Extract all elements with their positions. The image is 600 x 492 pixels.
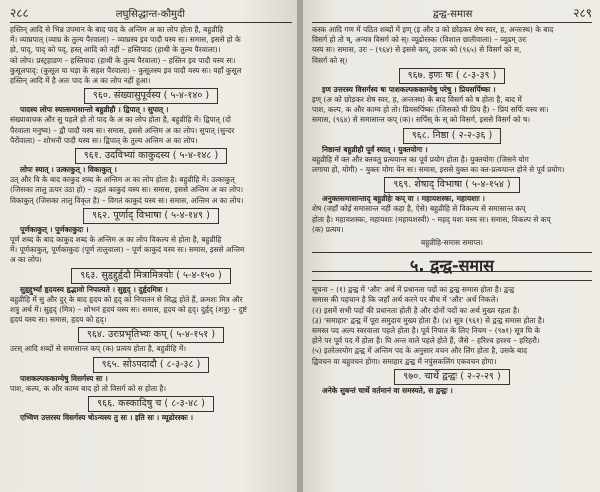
sutra-heading — [312, 369, 592, 385]
sutra-heading — [10, 268, 292, 284]
book-gutter — [297, 0, 303, 492]
sutra-heading-text: ९६२. पूर्णाद् विभाषा ( ५-४-१४९ ) — [83, 208, 219, 224]
sutra-gloss: इण उत्तरस्य विसर्गस्य षः पाशकल्पककाम्येषु परेषु । प्रियसर्पिष्कः । — [322, 84, 496, 94]
left-page-number: २८८ — [10, 6, 29, 20]
text-line: को लोप। प्रस्ट्रहाडण – हस्तिपादः (हाथी के तुल्य पैरवाला) – हस्तिन इव पादौ यस्य सः। — [10, 55, 236, 65]
sutra-gloss: अनेके सुबन्तं चार्थे वर्तमानं वा समस्यते, स द्वन्द्वः । — [322, 385, 453, 395]
text-line: पैरोंवाला) – शोभनौ पादौ यस्य सः। द्विपात् के तुल्य अन्तिम अ का लोप। — [10, 135, 198, 145]
chapter-title-rule-bottom — [312, 280, 592, 281]
text-line: (जिसका तालु ऊपर उठा हो) – उद्गतं काकुदं यस्य सः। समास, इससे अन्तिम अ का लोप। — [10, 185, 244, 195]
sutra-heading-text: ९६४. उरःप्रभृतिभ्यः कप् ( ५-४-१५१ ) — [78, 327, 224, 343]
text-line: लगाया हो, योगी) – युक्तः योगः येन सः। समास, इससे युक्त का क्त-प्रत्ययान्त होने से पूर्व प्रयोग। — [312, 165, 565, 175]
text-line: विसर्ग को स्। — [312, 55, 348, 65]
text-line: समास की पहचान है कि जहाँ अर्थ करने पर बीच में 'और' अर्थ निकले। — [312, 295, 499, 305]
sutra-heading-text: ९७०. चार्थे द्वन्द्वः ( २-२-२९ ) — [394, 369, 509, 385]
text-line: विकाकुत् (जिसका तालु विकृत है) – विगतं काकुदं यस्य सः। समास, अन्तिम अ का लोप। — [10, 195, 244, 205]
sutra-heading — [312, 68, 592, 84]
text-line: समास, (९६४) से समासान्त कप् (क)। सर्पिस् के स् को विसर्ग, इससे विसर्ग को ष। — [312, 115, 531, 125]
text-line: होता है। महायशस्कः, महायशाः (महायशस्वी) – महद् यशः यस्य सः। समास, विकल्प से कप् — [312, 214, 551, 224]
text-line: पूर्ण शब्द के बाद काकुद शब्द के अन्तिम अ का लोप विकल्प से होता है, बहुव्रीहि — [10, 235, 222, 245]
text-line: (५) इतरेतरयोग द्वन्द्व में अन्तिम पद के अनुसार वचन और लिंग होता है, उसके बाद — [312, 346, 528, 356]
text-line: हृदयं यस्य सः। समास, हृदय को हृद्। — [10, 315, 107, 325]
text-line: कस्क आदि गण में पठित शब्दों में इण् (इ और उ को छोड़कर शेष स्वर, ह, अन्तःस्थ) के बाद — [312, 25, 554, 34]
text-line: हस्तिन् आदि से भिन्न उपमान के बाद पाद के अन्तिम अ का लोप होता है, बहुव्रीहि — [10, 25, 224, 34]
text-line: द्विवचन या बहुवचन होगा। समाहार द्वन्द्व में नपुंसकलिंग एकवचन होगा। — [312, 356, 497, 366]
text-line: में। व्याघ्रपात् (व्याघ्र के तुल्य पैरवाला) – व्याघ्रस्य इव पादौ यस्य सः। समास, इससे हो के — [10, 35, 241, 45]
sutra-heading-text: ९६३. सुहृद्दुर्हृदौ मित्रामित्रयोः ( ५-४-१५० ) — [71, 268, 230, 284]
right-page-number: २८९ — [573, 6, 592, 20]
text-line: उत् और वि के बाद काकुद शब्द के अन्तिम अ का लोप होता है। बहुव्रीहि में। उत्काकुत् — [10, 175, 235, 185]
text-line: शेष (जहाँ कोई समासान्त नहीं कहा है, ऐसे) बहुव्रीहि से विकल्प से समासान्त कप् — [312, 204, 526, 214]
text-line: संख्यावाचक और सु पहले हो तो पाद के अ का लोप होता है, बहुव्रीहि में। द्विपात् (दो — [10, 115, 231, 125]
sutra-heading — [10, 148, 292, 164]
sutra-gloss: निष्ठान्तं बहुव्रीहौ पूर्वं स्यात् । युक्तयोगः । — [322, 144, 428, 154]
sutra-heading — [312, 177, 592, 193]
sutra-gloss: लोपः स्यात् । उत्काकुत् । विकाकुत् । — [20, 165, 117, 175]
text-line: पाश, कल्प, क और काम्य बाद हो तो विसर्ग को स होता है। — [10, 383, 167, 393]
section-end-note: बहुव्रीहि-समास समाप्त। — [421, 238, 483, 248]
left-running-header — [10, 4, 292, 23]
text-line: पैरवाला मनुष्य) – द्वौ पादौ यस्य सः। समास, इससे अन्तिम अ का लोप। सुपात् (सुन्दर — [10, 125, 235, 135]
sutra-gloss: एभ्विण उत्तरस्य विसर्गस्य षोऽन्यस्य तु सः । इति सः । व्यूढोरस्कः । — [20, 413, 194, 423]
text-line: पाश, कल्प, क और काम्य हो तो। प्रियसर्पिष्कः (जिसको घी प्रिय है) – प्रियं सर्पिः यस्य सः। — [312, 105, 549, 115]
right-running-title: द्वन्द्व-समास — [432, 9, 473, 20]
sutra-heading — [10, 208, 292, 224]
text-line: समस्त पद अल्प स्वरवाला पहले होता है। पूर्व निपात के लिए नियम – (९७१) सूत्र घि के — [312, 326, 541, 336]
sutra-heading-text: ९६०. संख्यासुपूर्वस्य ( ५-४-१४० ) — [84, 88, 218, 104]
text-line: (२) इसमें सभी पदों की प्रधानता होती है और दोनों पदों का अर्थ मुख्य रहता है। — [312, 305, 520, 315]
text-line: बहुव्रीहि में क्त और क्तवतु प्रत्ययान्त का पूर्व प्रयोग होता है। युक्तयोगः (जिसने योग — [312, 154, 529, 164]
sutra-gloss: पूर्णकाकुत् । पूर्णकाकुदः । — [20, 224, 89, 234]
text-line: उरस् आदि शब्दों से समासान्त कप् (क) प्रत्यय होता है, बहुव्रीहि में। — [10, 344, 187, 354]
chapter-title: ५. द्वन्द्व-समास — [410, 256, 494, 276]
text-line: कुसूलपाद्: (कुसूल या घड़ा के सहश पैरवाला) – कुसूलस्य इव पादौ यस्य सः। यहाँ कुसूल — [10, 65, 242, 75]
sutra-heading-text: ९६७. इणः षः ( ८-३-३९ ) — [399, 68, 506, 84]
sutra-heading-text: ९६६. कस्कादिषु च ( ८-३-४८ ) — [88, 396, 214, 412]
text-line: (३) 'समाहार' द्वन्द्व में पूरा समुदाय मुख्य होता है। (४) सूत्र (९६१) से द्वन्द्व समास होता है। — [312, 315, 545, 325]
text-line: में। पूर्णकाकुत्, पूर्णकाकुदः (पूर्ण तालुवाला) – पूर्ण काकुदं यस्य सः। समास, इससे अन्तिम — [10, 245, 245, 255]
sutra-heading-text: ९६९. शेषाद् विभाषा ( ५-४-१५४ ) — [384, 177, 519, 193]
text-line: (क) प्रत्यय। — [312, 224, 344, 234]
text-line: इण् (अ को छोड़कर शेष स्वर, ह, अन्तःस्थ) के बाद विसर्ग को ष होता है, बाद में — [312, 95, 522, 105]
sutra-gloss: सुहृद्दुर्भ्यां हृदयस्य हृद्भावो निपात्यते । सुहृद् । दुर्हृदमित्रः । — [20, 284, 168, 294]
text-line: शत्रु अर्थ में। सुहृद् (मित्र) – शोभनं हृदयं यस्य सः। समास, हृदय को हृद्। दुर्हृद् (शत्रु) – दुष्टं — [10, 305, 247, 315]
text-line: अ का लोप। — [10, 255, 42, 265]
text-line: होने पर पूर्व पद में होता है। घि अन्त वाले पहले होते हैं, जैसे – हरिश्च हरश्च – हरिहरौ। — [312, 336, 540, 346]
sutra-heading — [10, 396, 292, 412]
right-running-header — [312, 4, 592, 23]
text-line: बहुव्रीहि में सु और दुर् के बाद हृदय को हृद् को निपातन से सिद्ध होते हैं, क्रमशः मित्र और — [10, 294, 243, 304]
sutra-gloss: पाशकल्पककाम्येषु विसर्गस्य सः । — [20, 373, 108, 383]
left-running-title: लघुसिद्धान्त-कौमुदी — [115, 9, 185, 20]
text-line: सूचना – (१) द्वन्द्व में 'और' अर्थ में प्रधानता पदों का द्वन्द्व समास होता है। द्वन्द्व — [312, 285, 515, 295]
right-page — [300, 0, 600, 492]
sutra-heading-text: ९६८. निष्ठा ( २-२-३६ ) — [403, 128, 502, 144]
sutra-heading — [312, 128, 592, 144]
sutra-heading-text: ९६५. सोऽपदादौ ( ८-३-३८ ) — [93, 357, 210, 373]
sutra-heading — [10, 88, 292, 104]
sutra-heading — [10, 327, 292, 343]
sutra-heading-text: ९६१. उदविभ्यां काकुदस्य ( ५-४-१४८ ) — [75, 148, 227, 164]
text-line: हस्तिन् आदि में है अतः पाद के अ का लोप नहीं हुआ। — [10, 76, 151, 86]
text-line: विसर्ग हो तो ष्, अन्यत्र विसर्ग को स्। व्यूढोरस्कः (विशाल छातीवाला) – व्यूढम् उरः — [312, 35, 527, 45]
text-line: यस्य सः। समास, उरः – (९६४) से इससे कप्, उरःक को (९६५) से विसर्ग को स, — [312, 45, 522, 55]
sutra-gloss: पादस्य लोपः स्यात्समासान्तो बहुव्रीहौ । द्विपात् । सुपात् । — [20, 105, 169, 115]
sutra-heading — [10, 357, 292, 373]
text-line: हो, पाद्, पाद् को पद्, हस्त् आदि को नहीं – हस्तिपादः (हाथी के तुल्य पैरवाला)। — [10, 45, 221, 55]
sutra-gloss: अनुक्तसमासान्ताद् बहुव्रीहेः कप् वा । महायशस्कः, महायशाः । — [322, 194, 485, 204]
